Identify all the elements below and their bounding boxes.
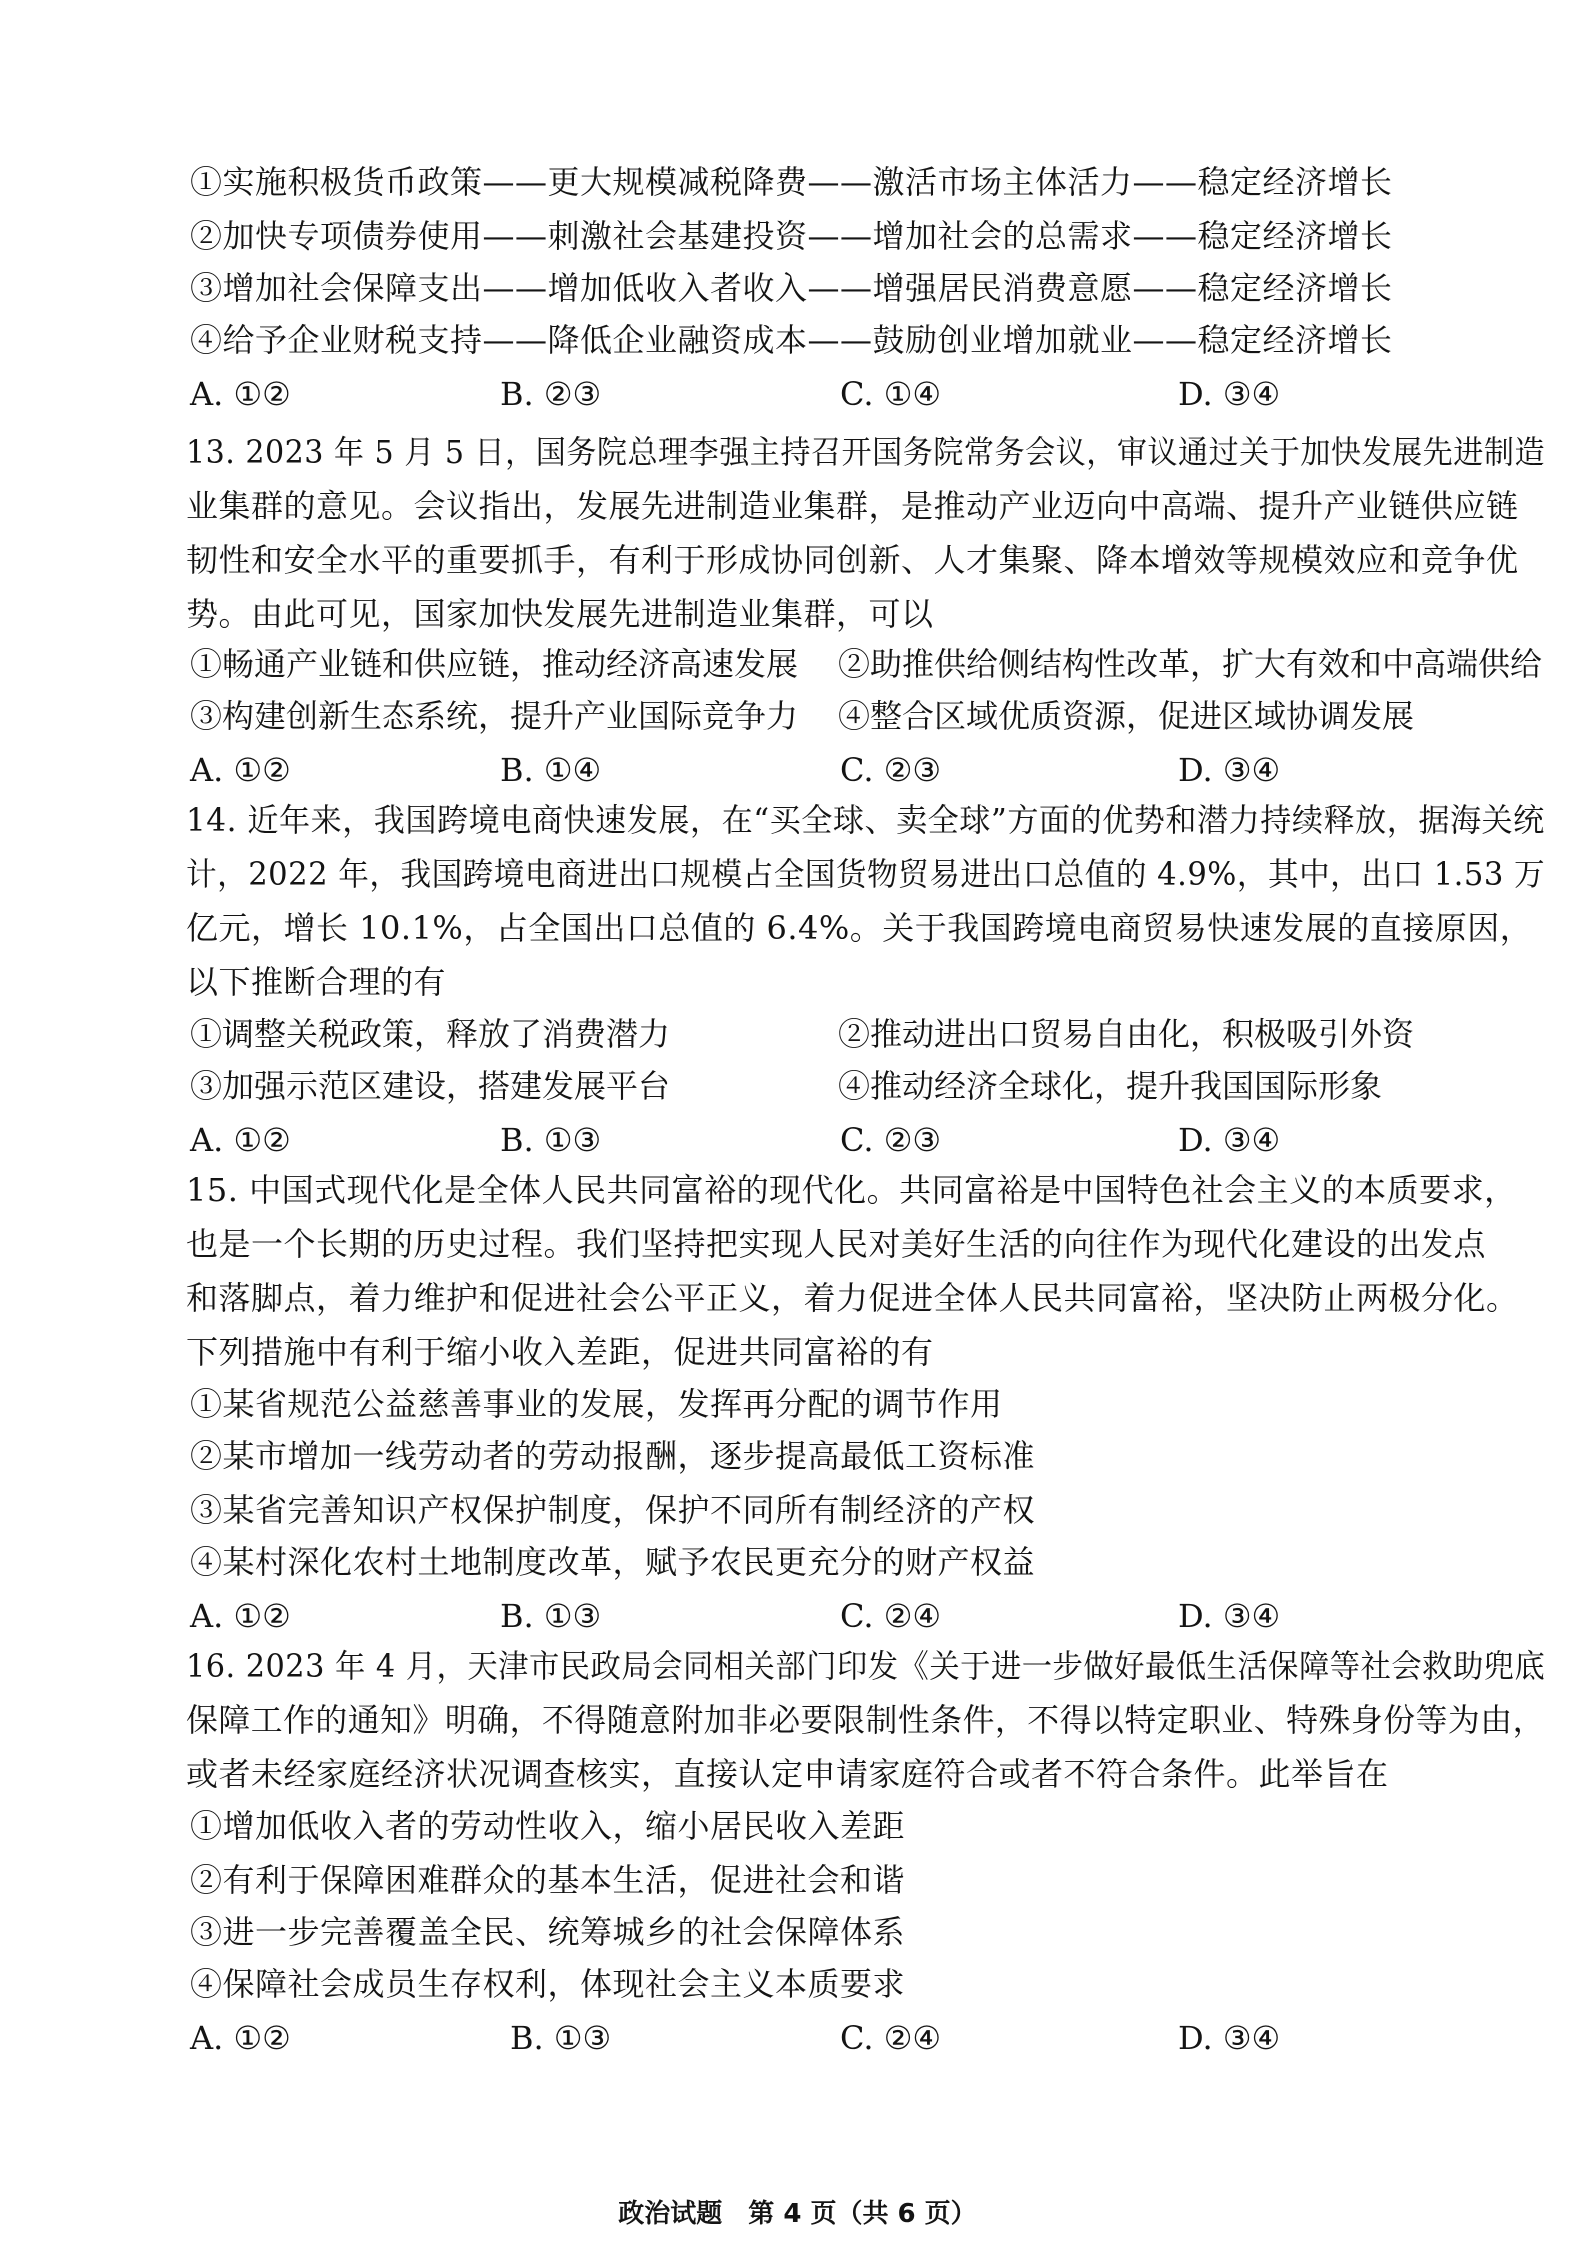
q13-option-1: ①畅通产业链和供应链，推动经济高速发展 — [190, 645, 799, 683]
q13-stem-line-4: 势。由此可见，国家加快发展先进制造业集群，可以 — [186, 595, 934, 633]
q15-choice-b: B. ①③ — [500, 1597, 602, 1635]
q13-stem-line-1: 13. 2023 年 5 月 5 日，国务院总理李强主持召开国务院常务会议，审议通过关于加快发展先进制造 — [186, 433, 1546, 471]
q15-option-2: ②某市增加一线劳动者的劳动报酬，逐步提高最低工资标准 — [190, 1437, 1036, 1475]
q16-choice-c: C. ②④ — [840, 2019, 942, 2057]
q16-stem-line-1: 16. 2023 年 4 月，天津市民政局会同相关部门印发《关于进一步做好最低生活保障等社会救助兜底 — [186, 1647, 1546, 1685]
q12-option-2: ②加快专项债券使用——刺激社会基建投资——增加社会的总需求——稳定经济增长 — [190, 217, 1393, 255]
q16-choice-a: A. ①② — [190, 2019, 291, 2057]
q13-choice-b: B. ①④ — [500, 751, 602, 789]
q14-choice-d: D. ③④ — [1178, 1121, 1281, 1159]
q15-option-4: ④某村深化农村土地制度改革，赋予农民更充分的财产权益 — [190, 1543, 1036, 1581]
q16-option-1: ①增加低收入者的劳动性收入，缩小居民收入差距 — [190, 1807, 906, 1845]
q12-choice-a: A. ①② — [190, 375, 291, 413]
q13-option-4: ④整合区域优质资源，促进区域协调发展 — [838, 697, 1415, 735]
q14-stem-line-1: 14. 近年来，我国跨境电商快速发展，在“买全球、卖全球”方面的优势和潜力持续释放，据海关统 — [186, 801, 1545, 839]
q14-choice-a: A. ①② — [190, 1121, 291, 1159]
q13-choice-a: A. ①② — [190, 751, 291, 789]
q15-option-1: ①某省规范公益慈善事业的发展，发挥再分配的调节作用 — [190, 1385, 1003, 1423]
q13-stem-line-2: 业集群的意见。会议指出，发展先进制造业集群，是推动产业迈向中高端、提升产业链供应链 — [186, 487, 1519, 525]
q14-stem-line-2: 计，2022 年，我国跨境电商进出口规模占全国货物贸易进出口总值的 4.9%，其中，出口 1.53 万 — [186, 855, 1546, 893]
q16-option-3: ③进一步完善覆盖全民、统筹城乡的社会保障体系 — [190, 1913, 906, 1951]
q14-option-3: ③加强示范区建设，搭建发展平台 — [190, 1067, 671, 1105]
q14-option-2: ②推动进出口贸易自由化，积极吸引外资 — [838, 1015, 1415, 1053]
q16-stem-line-3: 或者未经家庭经济状况调查核实，直接认定申请家庭符合或者不符合条件。此举旨在 — [186, 1755, 1389, 1793]
q14-choice-b: B. ①③ — [500, 1121, 602, 1159]
q14-stem-line-4: 以下推断合理的有 — [186, 963, 447, 1001]
q16-stem-line-2: 保障工作的通知》明确，不得随意附加非必要限制性条件，不得以特定职业、特殊身份等为由， — [186, 1701, 1546, 1739]
q14-stem-line-3: 亿元，增长 10.1%，占全国出口总值的 6.4%。关于我国跨境电商贸易快速发展的直接原因， — [186, 909, 1533, 947]
q12-option-1: ①实施积极货币政策——更大规模减税降费——激活市场主体活力——稳定经济增长 — [190, 163, 1393, 201]
q15-choice-a: A. ①② — [190, 1597, 291, 1635]
q16-choice-b: B. ①③ — [510, 2019, 612, 2057]
q13-option-2: ②助推供给侧结构性改革，扩大有效和中高端供给 — [838, 645, 1543, 683]
q13-stem-line-3: 韧性和安全水平的重要抓手，有利于形成协同创新、人才集聚、降本增效等规模效应和竞争优 — [186, 541, 1519, 579]
q15-stem-line-3: 和落脚点，着力维护和促进社会公平正义，着力促进全体人民共同富裕，坚决防止两极分化。 — [186, 1279, 1519, 1317]
page-footer: 政治试题 第 4 页（共 6 页） — [618, 2199, 977, 2229]
q12-choice-c: C. ①④ — [840, 375, 942, 413]
q14-choice-c: C. ②③ — [840, 1121, 942, 1159]
q13-choice-c: C. ②③ — [840, 751, 942, 789]
q14-option-4: ④推动经济全球化，提升我国国际形象 — [838, 1067, 1383, 1105]
q16-option-4: ④保障社会成员生存权利，体现社会主义本质要求 — [190, 1965, 906, 2003]
q14-option-1: ①调整关税政策，释放了消费潜力 — [190, 1015, 671, 1053]
q16-option-2: ②有利于保障困难群众的基本生活，促进社会和谐 — [190, 1861, 906, 1899]
q12-option-4: ④给予企业财税支持——降低企业融资成本——鼓励创业增加就业——稳定经济增长 — [190, 321, 1393, 359]
q13-option-3: ③构建创新生态系统，提升产业国际竞争力 — [190, 697, 799, 735]
q15-option-3: ③某省完善知识产权保护制度，保护不同所有制经济的产权 — [190, 1491, 1036, 1529]
q13-choice-d: D. ③④ — [1178, 751, 1281, 789]
q12-choice-d: D. ③④ — [1178, 375, 1281, 413]
q15-choice-c: C. ②④ — [840, 1597, 942, 1635]
q16-choice-d: D. ③④ — [1178, 2019, 1281, 2057]
q12-choice-b: B. ②③ — [500, 375, 602, 413]
q15-stem-line-4: 下列措施中有利于缩小收入差距，促进共同富裕的有 — [186, 1333, 934, 1371]
q15-choice-d: D. ③④ — [1178, 1597, 1281, 1635]
q15-stem-line-2: 也是一个长期的历史过程。我们坚持把实现人民对美好生活的向往作为现代化建设的出发点 — [186, 1225, 1487, 1263]
q15-stem-line-1: 15. 中国式现代化是全体人民共同富裕的现代化。共同富裕是中国特色社会主义的本质要求， — [186, 1171, 1517, 1209]
q12-option-3: ③增加社会保障支出——增加低收入者收入——增强居民消费意愿——稳定经济增长 — [190, 269, 1393, 307]
